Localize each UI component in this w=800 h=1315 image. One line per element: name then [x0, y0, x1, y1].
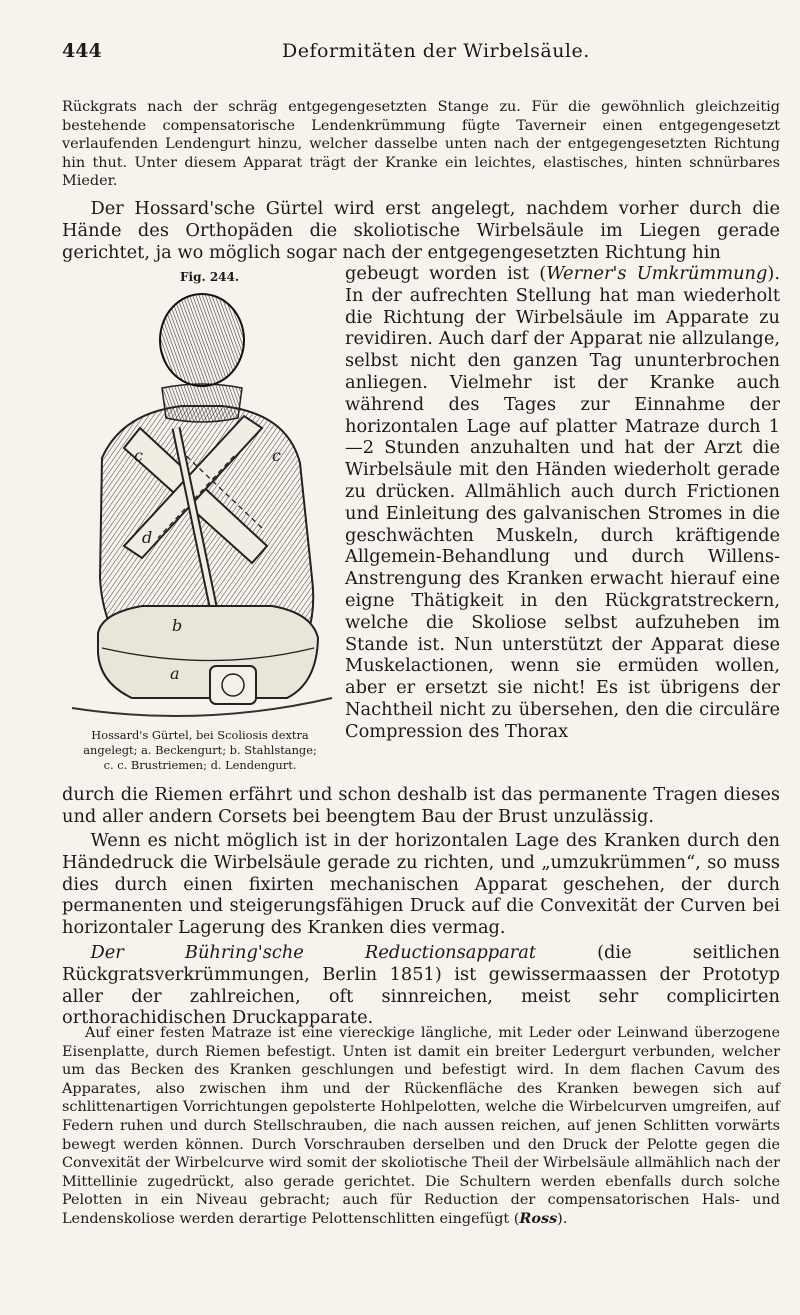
figure-letter-a: a — [170, 664, 180, 683]
figure-caption — [62, 728, 338, 773]
hossard-paragraph-tail: durch die Riemen erfährt und schon deshalb ist das permanente Tragen dieses und aller andern Corsets bei beengtem Bau der Brust unzulässig. — [62, 784, 780, 827]
side-text-start: gebeugt worden ist ( — [345, 263, 547, 284]
figure-label: Fig. 244. — [180, 270, 240, 284]
figure-244 — [62, 266, 338, 786]
page-number: 444 — [62, 40, 102, 62]
pelvic-belt — [98, 606, 318, 704]
werner-reference: Werner's Umkrümmung — [546, 263, 768, 284]
figure-caption-line: c. c. Brustriemen; d. Lendengurt. — [103, 758, 297, 772]
hossard-paragraph-side-column — [345, 263, 780, 743]
buehring-paragraph — [62, 942, 780, 1029]
detail-paragraph — [62, 1024, 780, 1229]
buehring-title: Der Bühring'sche Reductionsapparat — [90, 942, 536, 963]
hossard-paragraph-lead: Der Hossard'sche Gürtel wird erst angelegt, nachdem vorher durch die Hände des Orthopäden die skoliotische Wirbelsäule im Liegen gerade gerichtet, ja wo möglich sogar nach der entgegengesetzten Richtung hin — [62, 198, 780, 263]
page-header — [62, 40, 762, 70]
figure-letter-c-left: c — [134, 446, 143, 465]
wenn-paragraph: Wenn es nicht möglich ist in der horizontalen Lage des Kranken durch den Händedruck die Wirbelsäule gerade zu richten, und „umzukrümmen“, so muss dies durch einen fixirten mechanischen Apparat geschehen, der durch permanenten und steigerungsfähigen Druck auf die Convexität der Curven bei horizontaler Lagerung des Kranken dies vermag. — [62, 830, 780, 939]
running-head: Deformitäten der Wirbelsäule. — [282, 40, 590, 62]
figure-letter-d: d — [142, 528, 153, 547]
figure-caption-line: angelegt; a. Beckengurt; b. Stahlstange; — [83, 743, 317, 757]
ross-citation: Ross — [519, 1209, 558, 1227]
shadow-base — [72, 698, 332, 716]
figure-caption-line: Hossard's Gürtel, bei Scoliosis dextra — [91, 728, 309, 742]
figure-letter-b: b — [172, 616, 183, 635]
figure-illustration — [62, 288, 338, 728]
side-text-rest: ). In der aufrechten Stellung hat man wiederholt die Richtung der Wirbelsäule im Apparate zu revidiren. Auch darf der Apparat nie allzulange, selbst nicht den ganzen Tag ununterbrochen anliegen. Vielmehr ist der Kranke auch während des Tages zur Einnahme der horizontalen Lage auf platter Matraze durch 1—2 Stunden anzuhalten und hat der Arzt die Wirbelsäule mit den Händen wiederholt gerade zu drücken. Allmählich auch durch Frictionen und Einleitung des galvanischen Stromes in die geschwächten Muskeln, durch kräftigende Allgemein-Behandlung und durch Willens-Anstrengung des Kranken erwacht hierauf eine eigne Thätigkeit in den Rückgratstreckern, welche die Skoliose selbst aufzuheben im Stande ist. Nun unterstützt der Apparat diese Muskelactionen, wenn sie ermüden wollen, aber er ersetzt sie nicht! Es ist übrigens der Nachtheil nicht zu übersehen, den die circuläre Compression des Thorax — [345, 263, 780, 742]
head-drawing — [160, 294, 244, 386]
detail-end: ). — [557, 1210, 568, 1227]
buehring-text: (die seitlichen Rückgratsverkrümmungen, Berlin 1851) ist gewissermaassen der Prototyp aller der zahlreichen, oft sinnreichen, meist sehr complicirten orthorachidischen Druckapparate. — [62, 942, 780, 1029]
detail-text: Auf einer festen Matraze ist eine viereckige längliche, mit Leder oder Leinwand überzogene Eisenplatte, durch Riemen befestigt. Unten ist damit ein breiter Ledergurt verbunden, welcher um das Becken des Kranken geschlungen und befestigt wird. In dem flachen Cavum des Apparates, also zwischen ihm und der Rückenfläche des Kranken bewegen sich auf schlittenartigen Vorrichtungen gepolsterte Hohlpelotten, welche die Wirbelcurven umgreifen, auf Federn ruhen und durch Stellschrauben, die nach aussen reichen, auf jenen Schlitten vorwärts bewegt werden können. Durch Vorschrauben derselben und den Druck der Pelotte gegen die Convexität der Wirbelcurve wird somit der skoliotische Theil der Wirbelsäule allmählich nach der Mittellinie zugedrückt, also gerade gerichtet. Die Schultern werden ebenfalls durch solche Pelotten in ein Niveau gebracht; auch für Reduction der compensatorischen Hals- und Lendenskoliose werden derartige Pelottenschlitten eingefügt ( — [62, 1025, 780, 1227]
figure-letter-c-right: c — [272, 446, 281, 465]
intro-paragraph: Rückgrats nach der schräg entgegengesetzten Stange zu. Für die gewöhnlich gleichzeitig bestehende compensatorische Lendenkrümmung fügte Taverneir einen entgegengesetzt verlaufenden Lendengurt hinzu, welcher dasselbe unten nach der entgegengesetzten Richtung hin thut. Unter diesem Apparat trägt der Kranke ein leichtes, elastisches, hinten schnürbares Mieder. — [62, 99, 780, 190]
